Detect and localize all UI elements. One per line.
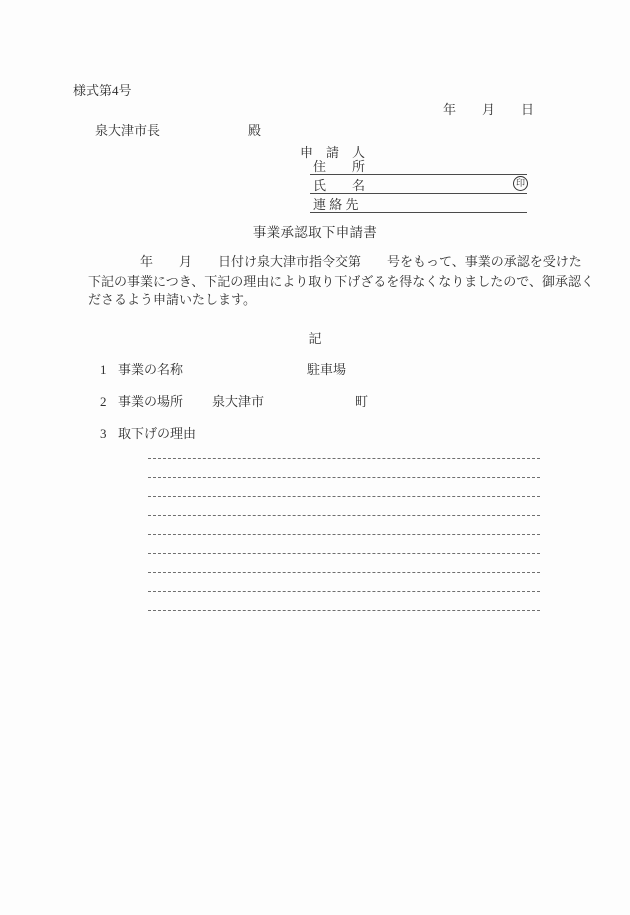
note-heading: 記 bbox=[308, 331, 322, 346]
item-3-number: 3 bbox=[100, 426, 107, 441]
reason-writing-line bbox=[148, 572, 540, 573]
address-field bbox=[310, 160, 527, 175]
item-3-label: 取下げの理由 bbox=[118, 426, 197, 441]
reason-writing-line bbox=[148, 477, 540, 478]
date-line: 年 月 日 bbox=[443, 102, 535, 117]
body-paragraph-line: ださるよう申請いたします。 bbox=[88, 292, 256, 307]
reason-writing-line bbox=[148, 458, 540, 459]
reason-writing-line bbox=[148, 534, 540, 535]
item-1-label: 事業の名称 bbox=[118, 362, 184, 377]
name-label: 氏 名 bbox=[313, 178, 366, 193]
addressee-honorific: 殿 bbox=[248, 123, 262, 138]
reason-writing-line bbox=[148, 515, 540, 516]
item-2-label: 事業の場所 bbox=[118, 394, 184, 409]
reason-writing-line bbox=[148, 553, 540, 554]
seal-mark-icon: 印 bbox=[513, 176, 528, 191]
contact-label: 連 絡 先 bbox=[313, 197, 359, 212]
form-number: 様式第4号 bbox=[73, 83, 132, 98]
contact-field bbox=[310, 198, 527, 213]
body-paragraph-line: 下記の事業につき、下記の理由により取り下げざるを得なくなりましたので、御承認く bbox=[88, 274, 594, 289]
document-title: 事業承認取下申請書 bbox=[252, 225, 378, 240]
address-label: 住 所 bbox=[313, 159, 366, 174]
item-1-value: 駐車場 bbox=[307, 362, 347, 377]
addressee-name: 泉大津市長 bbox=[95, 123, 161, 138]
item-2-value-city: 泉大津市 bbox=[212, 394, 265, 409]
item-2-number: 2 bbox=[100, 394, 107, 409]
reason-writing-line bbox=[148, 591, 540, 592]
reason-writing-line bbox=[148, 610, 540, 611]
reason-writing-line bbox=[148, 496, 540, 497]
item-2-value-town: 町 bbox=[355, 394, 369, 409]
name-field bbox=[310, 179, 527, 194]
applicant-label: 申 請 人 bbox=[300, 145, 366, 160]
item-1-number: 1 bbox=[100, 362, 107, 377]
body-paragraph-line: 年 月 日付け泉大津市指令交第 号をもって、事業の承認を受けた bbox=[88, 254, 582, 269]
